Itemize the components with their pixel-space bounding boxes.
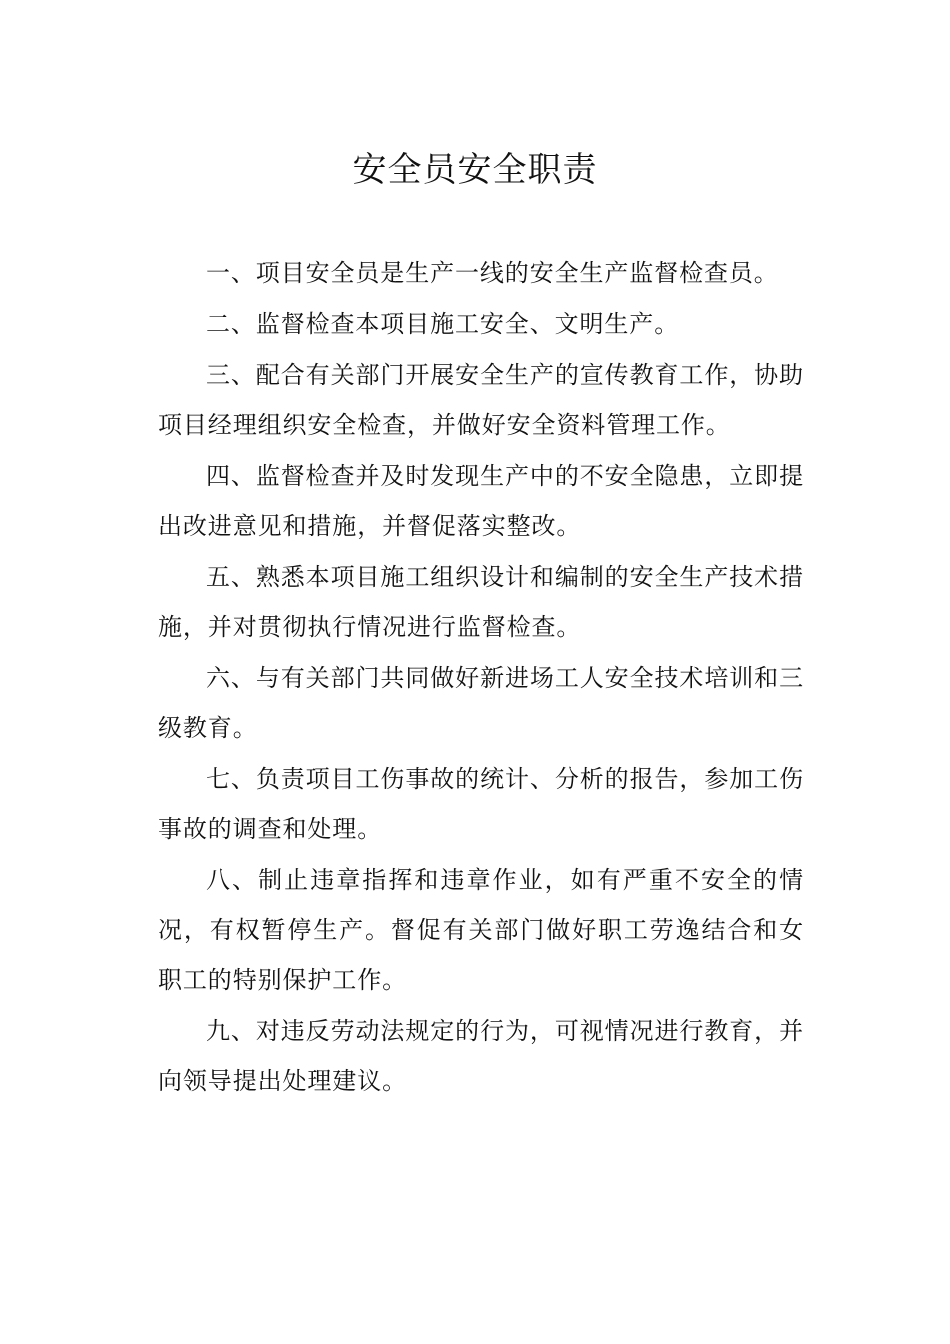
paragraph-9: 九、对违反劳动法规定的行为，可视情况进行教育，并向领导提出处理建议。 [158, 1017, 804, 1095]
paragraph-4: 四、监督检查并及时发现生产中的不安全隐患，立即提出改进意见和措施，并督促落实整改。 [158, 462, 804, 540]
paragraph-5: 五、熟悉本项目施工组织设计和编制的安全生产技术措施，并对贯彻执行情况进行监督检查。 [158, 563, 804, 641]
document-body [158, 248, 804, 1107]
paragraph-8: 八、制止违章指挥和违章作业，如有严重不安全的情况，有权暂停生产。督促有关部门做好职工劳逸结合和女职工的特别保护工作。 [158, 866, 804, 994]
document-title: 安全员安全职责 [352, 150, 598, 190]
paragraph-7: 七、负责项目工伤事故的统计、分析的报告，参加工伤事故的调查和处理。 [158, 765, 804, 843]
paragraph-2: 二、监督检查本项目施工安全、文明生产。 [206, 310, 680, 338]
paragraph-3: 三、配合有关部门开展安全生产的宣传教育工作，协助项目经理组织安全检查，并做好安全资料管理工作。 [158, 361, 804, 439]
paragraph-1: 一、项目安全员是生产一线的安全生产监督检查员。 [206, 259, 779, 287]
paragraph-6: 六、与有关部门共同做好新进场工人安全技术培训和三级教育。 [158, 664, 804, 742]
